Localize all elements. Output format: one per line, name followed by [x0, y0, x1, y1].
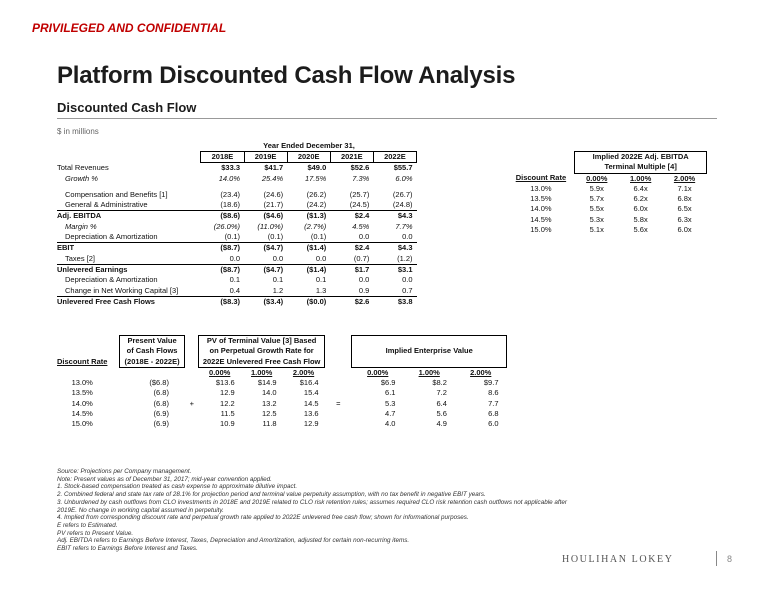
ev-row [57, 409, 507, 419]
plus-sign: + [189, 398, 195, 408]
dcf-cell: $49.0 [307, 163, 327, 173]
dcf-cell: 0.1 [315, 275, 327, 285]
equals-sign [325, 388, 352, 398]
ev-cell: $9.7 [483, 378, 499, 388]
pv-cell: (6.8) [153, 388, 169, 398]
tv-cell: 12.9 [303, 419, 319, 429]
ev-discount-rate-cell: 13.5% [71, 388, 93, 398]
dcf-row [57, 200, 417, 211]
tv-cell: 11.8 [262, 419, 277, 429]
dcf-cell: (24.8) [392, 200, 413, 210]
growth-rate-header: 2.00% [673, 173, 696, 183]
dcf-cell: 14.0% [218, 173, 241, 183]
section-subtitle: Discounted Cash Flow [57, 100, 197, 115]
ev-table-wrap [57, 335, 507, 430]
tv-cell: $16.4 [299, 378, 319, 388]
dcf-cell: (26.0%) [213, 221, 241, 231]
dcf-cell: (11.0%) [257, 221, 284, 231]
dcf-row [57, 286, 417, 297]
dcf-row [57, 211, 417, 222]
tv-header-2: on Perpetual Growth Rate for [199, 346, 325, 356]
dcf-cell: 25.4% [261, 173, 284, 183]
dcf-cell: 0.0 [229, 253, 241, 263]
discount-rate-cell: 14.0% [530, 204, 552, 214]
dcf-table [57, 151, 417, 307]
tv-cell: 12.9 [220, 388, 235, 398]
dcf-cell: 0.0 [402, 275, 413, 285]
dcf-cell: 0.1 [229, 275, 241, 285]
footnote-line: EBIT refers to Earnings Before Interest and Taxes. [57, 545, 198, 553]
ev-cell: 7.2 [436, 388, 447, 398]
dcf-row-label: Depreciation & Amortization [65, 275, 158, 285]
pv-cell: (6.9) [153, 419, 169, 429]
ev-cell: $6.9 [380, 378, 396, 388]
tv-growth-header: 0.00% [209, 367, 231, 377]
multiple-cell: 5.1x [589, 225, 604, 235]
multiple-cell: 6.3x [677, 214, 692, 224]
tv-cell: $14.9 [257, 378, 277, 388]
dcf-cell: $3.1 [373, 264, 416, 275]
dcf-table-wrap [57, 141, 417, 307]
multiple-subtitle: Terminal Multiple [4] [575, 162, 707, 173]
dcf-cell: ($8.7) [201, 243, 244, 254]
dcf-cell: 0.0 [272, 253, 284, 263]
dcf-row [57, 232, 417, 243]
multiple-cell: 5.7x [589, 194, 604, 204]
dcf-cell: (25.7) [349, 189, 370, 199]
multiple-header-row [507, 173, 707, 184]
ev-discount-rate-cell: 14.0% [71, 398, 93, 408]
dcf-cell: 0.1 [272, 275, 284, 285]
pv-header-2: of Cash Flows [119, 346, 185, 356]
tv-header-3: 2022E Unlevered Free Cash Flow [199, 357, 325, 368]
tv-cell: 10.9 [220, 419, 235, 429]
plus-sign [185, 419, 199, 429]
tv-cell: 12.5 [261, 409, 277, 419]
ev-growth-header-row [57, 367, 507, 378]
year-header: 2022E [373, 152, 416, 163]
tv-header-1: PV of Terminal Value [3] Based [199, 336, 325, 347]
ev-cell: 6.0 [488, 419, 499, 429]
dcf-row-label: Adj. EBITDA [57, 211, 201, 222]
tv-cell: 13.6 [303, 409, 319, 419]
tv-cell: 13.2 [261, 398, 277, 408]
dcf-cell: ($8.6) [201, 211, 244, 222]
dcf-cell: 0.0 [358, 232, 370, 242]
dcf-cell: 0.0 [402, 232, 413, 242]
ev-discount-rate-header: Discount Rate [57, 356, 108, 366]
tv-cell: $13.6 [215, 378, 235, 388]
ev-cell: 6.1 [385, 388, 396, 398]
dcf-row-label: Total Revenues [57, 163, 109, 173]
dcf-cell: ($8.3) [201, 296, 244, 307]
dcf-cell: ($1.3) [287, 211, 330, 222]
dcf-row-label: Unlevered Earnings [57, 264, 201, 275]
dcf-cell: ($1.4) [287, 243, 330, 254]
ev-cell: $8.2 [432, 378, 447, 388]
ev-discount-rate-cell: 13.0% [71, 378, 93, 388]
dcf-row-label: EBIT [57, 243, 201, 254]
equals-sign [325, 378, 352, 388]
footnote-line: 2019E. No change in working capital assumed in perpetuity. [57, 506, 224, 514]
ev-table [57, 335, 507, 430]
multiple-cell: 6.8x [677, 194, 692, 204]
dcf-cell: $55.7 [393, 163, 413, 173]
ev-cell: 6.4 [436, 398, 447, 408]
dcf-cell: (23.4) [220, 189, 241, 199]
dcf-row-label: Margin % [65, 221, 97, 231]
dcf-cell: (0.1) [224, 232, 241, 242]
dcf-cell: 0.0 [315, 253, 327, 263]
plus-sign [185, 378, 199, 388]
footnote-line: 4. Implied from corresponding discount rate and perpetual growth rate applied to 2022E unlevered free cash flow; shown for informational purposes. [57, 514, 469, 522]
dcf-cell: (1.2) [397, 253, 413, 263]
dcf-row [57, 190, 417, 200]
ev-cell: 4.7 [385, 409, 396, 419]
discount-rate-cell: 13.5% [530, 194, 552, 204]
year-header: 2018E [201, 152, 244, 163]
footnote-line: 1. Stock-based compensation treated as cash expense to approximate dilutive impact. [57, 483, 298, 491]
confidential-label: PRIVILEGED AND CONFIDENTIAL [32, 21, 227, 35]
dcf-cell: ($1.4) [287, 264, 330, 275]
tv-growth-header: 1.00% [250, 367, 273, 377]
dcf-row-label: Growth % [65, 173, 98, 183]
ev-row [57, 378, 507, 388]
ev-row [57, 388, 507, 398]
dcf-row-label: Change in Net Working Capital [3] [65, 285, 179, 295]
dcf-row [57, 163, 417, 174]
dcf-cell: (26.2) [306, 189, 327, 199]
dcf-cell: ($4.7) [244, 243, 287, 254]
dcf-cell: 0.0 [358, 275, 370, 285]
units-note: $ in millions [57, 127, 99, 136]
pv-header-3: (2018E - 2022E) [119, 357, 185, 368]
footnote-line: Note: Present values as of December 31, 2017; mid-year convention applied. [57, 475, 272, 483]
pv-cell: (6.8) [153, 398, 169, 408]
year-header: 2021E [330, 152, 373, 163]
dcf-cell: 0.7 [402, 285, 413, 295]
ev-cell: 6.8 [488, 409, 499, 419]
footnote-line: Adj. EBITDA refers to Earnings Before Interest, Taxes, Depreciation and Amortization, adjusted for certain non-recurring items. [57, 537, 410, 545]
dcf-cell: 1.2 [272, 285, 284, 295]
dcf-cell: (0.7) [353, 253, 370, 263]
discount-rate-cell: 15.0% [530, 225, 552, 235]
dcf-cell: (24.6) [263, 189, 284, 199]
multiple-row [507, 225, 707, 235]
multiple-row [507, 194, 707, 204]
dcf-cell: $2.6 [330, 296, 373, 307]
ev-growth-header: 1.00% [418, 367, 440, 377]
ev-cell: 4.0 [385, 419, 396, 429]
dcf-cell: $3.8 [373, 296, 416, 307]
dcf-cell: ($3.4) [244, 296, 287, 307]
plus-sign [185, 388, 199, 398]
dcf-cell: (18.6) [220, 200, 241, 210]
multiple-table [507, 151, 707, 235]
year-header-row [57, 152, 417, 163]
dcf-cell: 17.5% [304, 173, 327, 183]
dcf-row-label: Taxes [2] [65, 253, 96, 263]
multiple-cell: 5.3x [589, 214, 604, 224]
ev-growth-header: 2.00% [470, 367, 492, 377]
dcf-cell: (0.1) [267, 232, 284, 242]
multiple-cell: 5.5x [589, 204, 604, 214]
dcf-row [57, 264, 417, 275]
dcf-cell: 1.3 [315, 285, 327, 295]
ev-row [57, 399, 507, 409]
tv-cell: 14.5 [303, 398, 319, 408]
logo-divider [716, 551, 717, 566]
footnote-line: 3. Unburdened by cash outflows from CLO investments in 2018E and 2019E related to CLO risk retention rules; assumes required CLO risk retention cash outflows not applicable after [57, 498, 567, 506]
dcf-cell: $1.7 [330, 264, 373, 275]
dcf-row [57, 296, 417, 307]
dcf-cell: $4.3 [373, 211, 416, 222]
dcf-row-label: Unlevered Free Cash Flows [57, 296, 201, 307]
multiple-cell: 5.8x [633, 214, 648, 224]
tv-cell: 14.0 [261, 388, 277, 398]
page-title: Platform Discounted Cash Flow Analysis [57, 62, 516, 89]
dcf-row [57, 222, 417, 232]
multiple-cell: 6.4x [633, 183, 648, 193]
footnote-line: PV refers to Present Value. [57, 529, 134, 537]
dcf-cell: (21.7) [263, 200, 284, 210]
discount-rate-cell: 14.5% [530, 214, 552, 224]
ev-discount-rate-cell: 15.0% [71, 419, 93, 429]
dcf-cell: ($8.7) [201, 264, 244, 275]
ev-cell: 5.6 [436, 409, 447, 419]
footnote-line: E refers to Estimated. [57, 521, 118, 529]
dcf-cell: $4.3 [373, 243, 416, 254]
company-logo: HOULIHAN LOKEY [562, 554, 674, 565]
ev-growth-header: 0.00% [367, 367, 389, 377]
dcf-cell: 0.4 [229, 285, 241, 295]
dcf-cell: (0.1) [310, 232, 327, 242]
dcf-cell: 0.9 [358, 285, 370, 295]
ev-row [57, 419, 507, 429]
dcf-cell: (2.7%) [304, 221, 327, 231]
dcf-cell: $2.4 [330, 243, 373, 254]
ev-discount-rate-cell: 14.5% [71, 409, 93, 419]
equals-sign [325, 419, 352, 429]
dcf-cell: 6.0% [395, 173, 413, 183]
discount-rate-header: Discount Rate [515, 173, 567, 183]
multiple-row [507, 204, 707, 214]
multiple-row [507, 184, 707, 194]
discount-rate-cell: 13.0% [530, 183, 552, 193]
multiple-cell: 6.5x [677, 204, 692, 214]
footnote-line: Source: Projections per Company management. [57, 468, 192, 475]
growth-rate-header: 1.00% [630, 173, 652, 183]
dcf-cell: (24.5) [349, 200, 370, 210]
ev-cell: 5.3 [385, 398, 396, 408]
footnotes [57, 468, 617, 553]
dcf-cell: $52.6 [350, 163, 370, 173]
tv-cell: 11.5 [220, 409, 235, 419]
ev-cell: 4.9 [436, 419, 447, 429]
equals-sign [325, 409, 352, 419]
ev-header: Implied Enterprise Value [352, 346, 507, 356]
dcf-cell: ($4.6) [244, 211, 287, 222]
multiple-title: Implied 2022E Adj. EBITDA [575, 152, 707, 163]
multiple-cell: 5.6x [633, 225, 648, 235]
dcf-row-label: General & Administrative [65, 200, 148, 210]
multiple-cell: 6.0x [677, 225, 692, 235]
plus-sign [185, 409, 199, 419]
multiple-cell: 5.9x [589, 183, 604, 193]
subtitle-divider [57, 118, 717, 119]
footnote-line: 2. Combined federal and state tax rate of 28.1% for projection period and terminal value perpetuity assumption, with no tax benefit in negative EBIT years. [57, 491, 486, 499]
dcf-row [57, 254, 417, 265]
dcf-cell: $41.7 [264, 163, 284, 173]
dcf-row [57, 243, 417, 254]
multiple-row [507, 215, 707, 225]
tv-cell: 12.2 [220, 398, 235, 408]
multiple-cell: 6.0x [633, 204, 648, 214]
dcf-row-label: Compensation and Benefits [1] [65, 189, 168, 199]
tv-growth-header: 2.00% [292, 367, 315, 377]
pv-cell: (6.9) [153, 409, 169, 419]
dcf-cell: $33.3 [221, 163, 241, 173]
dcf-row [57, 275, 417, 285]
pv-header-1: Present Value [119, 336, 185, 347]
dcf-row [57, 174, 417, 184]
year-header: 2019E [244, 152, 287, 163]
year-header: 2020E [287, 152, 330, 163]
dcf-cell: ($0.0) [287, 296, 330, 307]
multiple-cell: 7.1x [677, 183, 692, 193]
dcf-cell: ($4.7) [244, 264, 287, 275]
growth-rate-header: 0.00% [586, 173, 608, 183]
pv-cell: ($6.8) [149, 378, 169, 388]
dcf-cell: 7.3% [352, 173, 370, 183]
dcf-cell: 7.7% [395, 221, 413, 231]
ev-cell: 8.6 [488, 388, 499, 398]
dcf-cell: (26.7) [392, 189, 413, 199]
period-header: Year Ended December 31, [263, 141, 355, 150]
dcf-cell: (24.2) [306, 200, 327, 210]
dcf-cell: $2.4 [330, 211, 373, 222]
tv-cell: 15.4 [303, 388, 319, 398]
ev-cell: 7.7 [488, 398, 499, 408]
dcf-row-label: Depreciation & Amortization [65, 232, 158, 242]
dcf-cell: 4.5% [352, 221, 370, 231]
equals-sign: = [336, 398, 341, 408]
multiple-cell: 6.2x [633, 194, 648, 204]
multiple-table-wrap [507, 151, 707, 235]
page-number: 8 [727, 554, 733, 564]
